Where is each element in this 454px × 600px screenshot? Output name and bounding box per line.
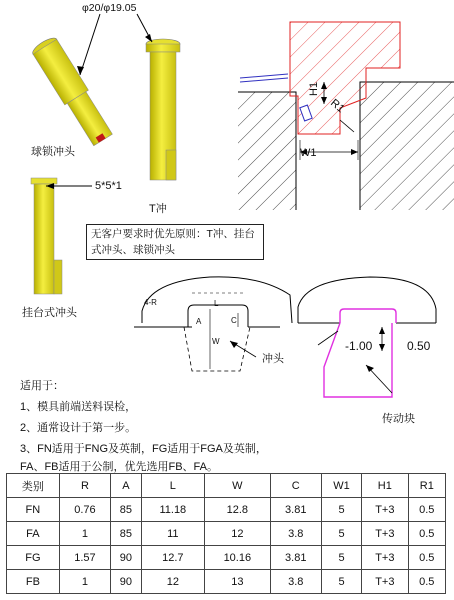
col-header: W1 — [321, 474, 361, 498]
dim-neg-label: -1.00 — [345, 339, 373, 353]
table-row — [7, 546, 446, 570]
table-cell: 12.7 — [141, 546, 205, 570]
table-cell: 90 — [111, 546, 141, 570]
table-cell: 1 — [59, 570, 110, 594]
table-cell: FA — [7, 522, 60, 546]
col-header: R — [59, 474, 110, 498]
spec-table — [6, 473, 446, 594]
col-header: L — [141, 474, 205, 498]
punch-label: 冲头 — [262, 353, 284, 365]
table-cell: FB — [7, 570, 60, 594]
t-punch-label: T冲 — [149, 203, 167, 215]
usage-notes — [20, 376, 267, 474]
table-header-row — [7, 474, 446, 498]
table-cell: 0.76 — [59, 498, 110, 522]
diameter-label: φ20/φ19.05 — [82, 2, 137, 14]
table-cell: 0.5 — [408, 522, 445, 546]
table-cell: 12.8 — [205, 498, 270, 522]
table-cell: 5 — [321, 546, 361, 570]
table-cell: T+3 — [362, 498, 408, 522]
dim-r-label: 4-R — [144, 298, 157, 307]
ball-lock-label: 球锁冲头 — [31, 146, 75, 158]
table-cell: 90 — [111, 570, 141, 594]
table-cell: T+3 — [362, 522, 408, 546]
col-header: C — [270, 474, 321, 498]
usage-item-3b: FA、FB适用于公制，优先选用FB、FA。 — [20, 461, 219, 473]
table-cell: 10.16 — [205, 546, 270, 570]
table-cell: 0.5 — [408, 570, 445, 594]
table-cell: 85 — [111, 522, 141, 546]
table-cell: FG — [7, 546, 60, 570]
usage-item-3a: 3、FN适用于FNG及英制，FG适用于FGA及英制， — [20, 443, 267, 455]
col-header: A — [111, 474, 141, 498]
hang-punch-label: 挂台式冲头 — [22, 307, 77, 319]
table-row — [7, 498, 446, 522]
table-cell: 11 — [141, 522, 205, 546]
table-cell: FN — [7, 498, 60, 522]
table-cell: 5 — [321, 522, 361, 546]
dim-l-label: L — [214, 299, 219, 308]
table-row — [7, 522, 446, 546]
table-cell: 3.8 — [270, 522, 321, 546]
table-cell: 5 — [321, 498, 361, 522]
priority-note: 无客户要求时优先原则：T冲、挂台式冲头、球锁冲头 — [86, 224, 264, 260]
table-cell: 1.57 — [59, 546, 110, 570]
table-cell: T+3 — [362, 546, 408, 570]
table-cell: 0.5 — [408, 498, 445, 522]
table-cell: 0.5 — [408, 546, 445, 570]
col-header: R1 — [408, 474, 445, 498]
table-cell: 3.81 — [270, 546, 321, 570]
table-cell: 11.18 — [141, 498, 205, 522]
dim-pos-label: 0.50 — [407, 339, 431, 353]
h1-label: H1 — [308, 81, 320, 96]
table-cell: 12 — [141, 570, 205, 594]
table-cell: 85 — [111, 498, 141, 522]
table-cell: 5 — [321, 570, 361, 594]
table-cell: T+3 — [362, 570, 408, 594]
col-header: W — [205, 474, 270, 498]
ball-lock-punch-image — [30, 35, 115, 147]
size-label: 5*5*1 — [95, 180, 122, 192]
w1-label: W1 — [300, 147, 317, 159]
r1-label: R1 — [328, 97, 347, 116]
usage-item-2: 2、通常设计于第一步。 — [20, 422, 137, 434]
dim-w-label: W — [212, 337, 220, 346]
hang-punch-image — [31, 178, 62, 294]
usage-item-1: 1、模具前端送料误检， — [20, 401, 137, 413]
table-cell: 1 — [59, 522, 110, 546]
usage-title: 适用于： — [20, 380, 64, 392]
t-punch-image — [146, 39, 180, 180]
col-header: H1 — [362, 474, 408, 498]
drive-block-label: 传动块 — [382, 413, 415, 425]
col-header: 类别 — [7, 474, 60, 498]
table-row — [7, 570, 446, 594]
table-cell: 3.81 — [270, 498, 321, 522]
dim-a-label: A — [196, 317, 202, 326]
table-cell: 13 — [205, 570, 270, 594]
table-cell: 3.8 — [270, 570, 321, 594]
table-cell: 12 — [205, 522, 270, 546]
dim-c-label: C — [231, 316, 237, 325]
